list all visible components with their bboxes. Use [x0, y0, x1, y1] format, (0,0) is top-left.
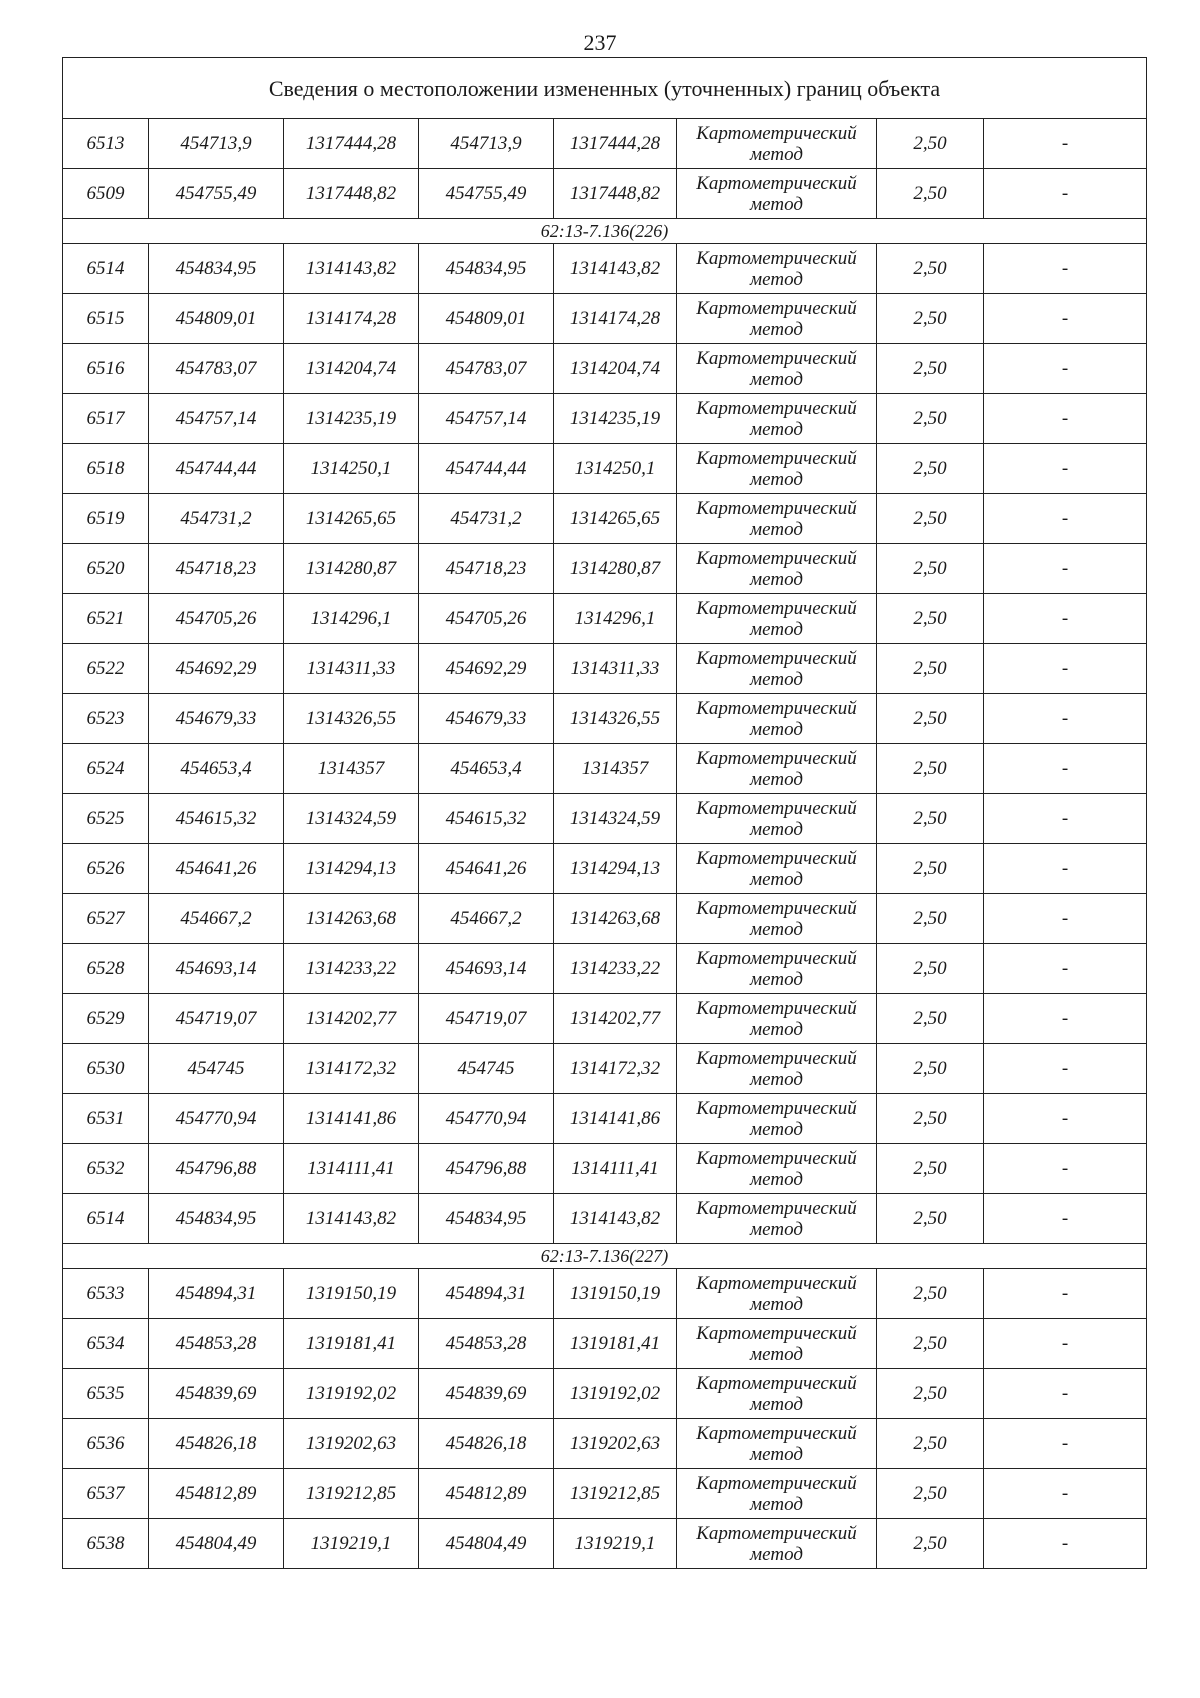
- table-row: [63, 1094, 1147, 1144]
- y-refined-cell: 1314202,77: [554, 994, 677, 1044]
- y-existing-cell: 1317444,28: [284, 119, 419, 169]
- point-number-cell: 6537: [63, 1469, 149, 1519]
- method-cell: Картометрический метод: [677, 1194, 877, 1244]
- accuracy-cell: 2,50: [877, 794, 984, 844]
- x-refined-cell: 454834,95: [419, 244, 554, 294]
- point-number-cell: 6525: [63, 794, 149, 844]
- description-cell: -: [984, 994, 1147, 1044]
- description-cell: -: [984, 294, 1147, 344]
- description-cell: -: [984, 944, 1147, 994]
- accuracy-cell: 2,50: [877, 1144, 984, 1194]
- point-number-cell: 6524: [63, 744, 149, 794]
- point-number-cell: 6523: [63, 694, 149, 744]
- description-cell: -: [984, 1419, 1147, 1469]
- accuracy-cell: 2,50: [877, 844, 984, 894]
- description-cell: -: [984, 394, 1147, 444]
- x-existing-cell: 454757,14: [149, 394, 284, 444]
- table-row: [63, 694, 1147, 744]
- x-existing-cell: 454667,2: [149, 894, 284, 944]
- method-cell: Картометрический метод: [677, 169, 877, 219]
- accuracy-cell: 2,50: [877, 494, 984, 544]
- method-cell: Картометрический метод: [677, 444, 877, 494]
- x-refined-cell: 454812,89: [419, 1469, 554, 1519]
- x-refined-cell: 454770,94: [419, 1094, 554, 1144]
- description-cell: -: [984, 744, 1147, 794]
- y-existing-cell: 1314174,28: [284, 294, 419, 344]
- y-existing-cell: 1314172,32: [284, 1044, 419, 1094]
- method-cell: Картометрический метод: [677, 1144, 877, 1194]
- method-cell: Картометрический метод: [677, 494, 877, 544]
- y-existing-cell: 1314357: [284, 744, 419, 794]
- point-number-cell: 6521: [63, 594, 149, 644]
- method-cell: Картометрический метод: [677, 794, 877, 844]
- table-row: [63, 1044, 1147, 1094]
- y-refined-cell: 1314357: [554, 744, 677, 794]
- x-existing-cell: 454826,18: [149, 1419, 284, 1469]
- point-number-cell: 6518: [63, 444, 149, 494]
- y-refined-cell: 1314111,41: [554, 1144, 677, 1194]
- description-cell: -: [984, 594, 1147, 644]
- x-existing-cell: 454770,94: [149, 1094, 284, 1144]
- table-row: [63, 1269, 1147, 1319]
- x-refined-cell: 454755,49: [419, 169, 554, 219]
- y-refined-cell: 1314204,74: [554, 344, 677, 394]
- method-cell: Картометрический метод: [677, 1044, 877, 1094]
- accuracy-cell: 2,50: [877, 1269, 984, 1319]
- table-row: [63, 394, 1147, 444]
- x-existing-cell: 454731,2: [149, 494, 284, 544]
- y-existing-cell: 1314296,1: [284, 594, 419, 644]
- y-refined-cell: 1317448,82: [554, 169, 677, 219]
- description-cell: -: [984, 1269, 1147, 1319]
- y-existing-cell: 1314311,33: [284, 644, 419, 694]
- x-existing-cell: 454653,4: [149, 744, 284, 794]
- point-number-cell: 6519: [63, 494, 149, 544]
- section-row: [63, 219, 1147, 244]
- y-existing-cell: 1314235,19: [284, 394, 419, 444]
- accuracy-cell: 2,50: [877, 244, 984, 294]
- accuracy-cell: 2,50: [877, 1519, 984, 1569]
- method-cell: Картометрический метод: [677, 394, 877, 444]
- y-refined-cell: 1319181,41: [554, 1319, 677, 1369]
- description-cell: -: [984, 894, 1147, 944]
- x-existing-cell: 454809,01: [149, 294, 284, 344]
- y-existing-cell: 1319212,85: [284, 1469, 419, 1519]
- method-cell: Картометрический метод: [677, 1269, 877, 1319]
- method-cell: Картометрический метод: [677, 1419, 877, 1469]
- point-number-cell: 6531: [63, 1094, 149, 1144]
- x-refined-cell: 454731,2: [419, 494, 554, 544]
- point-number-cell: 6516: [63, 344, 149, 394]
- section-label: 62:13-7.136(226): [63, 219, 1147, 244]
- x-existing-cell: 454839,69: [149, 1369, 284, 1419]
- y-existing-cell: 1319181,41: [284, 1319, 419, 1369]
- accuracy-cell: 2,50: [877, 1194, 984, 1244]
- y-existing-cell: 1314263,68: [284, 894, 419, 944]
- point-number-cell: 6515: [63, 294, 149, 344]
- description-cell: -: [984, 1519, 1147, 1569]
- method-cell: Картометрический метод: [677, 344, 877, 394]
- description-cell: -: [984, 1044, 1147, 1094]
- y-refined-cell: 1319150,19: [554, 1269, 677, 1319]
- x-existing-cell: 454783,07: [149, 344, 284, 394]
- method-cell: Картометрический метод: [677, 894, 877, 944]
- point-number-cell: 6522: [63, 644, 149, 694]
- method-cell: Картометрический метод: [677, 1319, 877, 1369]
- description-cell: -: [984, 794, 1147, 844]
- method-cell: Картометрический метод: [677, 244, 877, 294]
- y-existing-cell: 1314143,82: [284, 244, 419, 294]
- accuracy-cell: 2,50: [877, 444, 984, 494]
- method-cell: Картометрический метод: [677, 294, 877, 344]
- table-row: [63, 544, 1147, 594]
- accuracy-cell: 2,50: [877, 594, 984, 644]
- description-cell: -: [984, 1144, 1147, 1194]
- accuracy-cell: 2,50: [877, 694, 984, 744]
- y-existing-cell: 1314250,1: [284, 444, 419, 494]
- accuracy-cell: 2,50: [877, 1319, 984, 1369]
- x-refined-cell: 454719,07: [419, 994, 554, 1044]
- table-row: [63, 794, 1147, 844]
- method-cell: Картометрический метод: [677, 119, 877, 169]
- y-refined-cell: 1319192,02: [554, 1369, 677, 1419]
- table-row: [63, 1519, 1147, 1569]
- table-row: [63, 844, 1147, 894]
- description-cell: -: [984, 1094, 1147, 1144]
- table-row: [63, 744, 1147, 794]
- y-refined-cell: 1314250,1: [554, 444, 677, 494]
- point-number-cell: 6520: [63, 544, 149, 594]
- x-refined-cell: 454826,18: [419, 1419, 554, 1469]
- x-refined-cell: 454679,33: [419, 694, 554, 744]
- x-refined-cell: 454615,32: [419, 794, 554, 844]
- description-cell: -: [984, 119, 1147, 169]
- y-existing-cell: 1319150,19: [284, 1269, 419, 1319]
- y-refined-cell: 1319219,1: [554, 1519, 677, 1569]
- accuracy-cell: 2,50: [877, 1419, 984, 1469]
- description-cell: -: [984, 494, 1147, 544]
- description-cell: -: [984, 1469, 1147, 1519]
- table-row: [63, 444, 1147, 494]
- x-existing-cell: 454834,95: [149, 1194, 284, 1244]
- y-refined-cell: 1314294,13: [554, 844, 677, 894]
- method-cell: Картометрический метод: [677, 644, 877, 694]
- x-refined-cell: 454796,88: [419, 1144, 554, 1194]
- description-cell: -: [984, 1194, 1147, 1244]
- point-number-cell: 6526: [63, 844, 149, 894]
- x-refined-cell: 454693,14: [419, 944, 554, 994]
- x-refined-cell: 454745: [419, 1044, 554, 1094]
- x-existing-cell: 454744,44: [149, 444, 284, 494]
- table-row: [63, 1194, 1147, 1244]
- page-number: 237: [583, 30, 617, 55]
- y-refined-cell: 1314233,22: [554, 944, 677, 994]
- table-row: [63, 644, 1147, 694]
- table-row: [63, 494, 1147, 544]
- table-row: [63, 1319, 1147, 1369]
- accuracy-cell: 2,50: [877, 894, 984, 944]
- table-row: [63, 1419, 1147, 1469]
- method-cell: Картометрический метод: [677, 1369, 877, 1419]
- table-row: [63, 1144, 1147, 1194]
- y-refined-cell: 1314143,82: [554, 1194, 677, 1244]
- point-number-cell: 6530: [63, 1044, 149, 1094]
- y-refined-cell: 1314141,86: [554, 1094, 677, 1144]
- point-number-cell: 6529: [63, 994, 149, 1044]
- x-existing-cell: 454713,9: [149, 119, 284, 169]
- y-refined-cell: 1317444,28: [554, 119, 677, 169]
- y-refined-cell: 1314296,1: [554, 594, 677, 644]
- table-row: [63, 344, 1147, 394]
- point-number-cell: 6527: [63, 894, 149, 944]
- table-title: Сведения о местоположении измененных (уточненных) границ объекта: [63, 58, 1147, 119]
- x-existing-cell: 454804,49: [149, 1519, 284, 1569]
- x-refined-cell: 454804,49: [419, 1519, 554, 1569]
- x-existing-cell: 454693,14: [149, 944, 284, 994]
- table-row: [63, 244, 1147, 294]
- y-refined-cell: 1314311,33: [554, 644, 677, 694]
- method-cell: Картометрический метод: [677, 1519, 877, 1569]
- y-existing-cell: 1314294,13: [284, 844, 419, 894]
- point-number-cell: 6513: [63, 119, 149, 169]
- x-existing-cell: 454853,28: [149, 1319, 284, 1369]
- y-refined-cell: 1314324,59: [554, 794, 677, 844]
- section-label: 62:13-7.136(227): [63, 1244, 1147, 1269]
- x-existing-cell: 454812,89: [149, 1469, 284, 1519]
- x-existing-cell: 454719,07: [149, 994, 284, 1044]
- accuracy-cell: 2,50: [877, 644, 984, 694]
- table-row: [63, 169, 1147, 219]
- x-existing-cell: 454692,29: [149, 644, 284, 694]
- y-existing-cell: 1314141,86: [284, 1094, 419, 1144]
- table-body: [63, 58, 1147, 1569]
- point-number-cell: 6535: [63, 1369, 149, 1419]
- accuracy-cell: 2,50: [877, 1044, 984, 1094]
- x-existing-cell: 454641,26: [149, 844, 284, 894]
- y-refined-cell: 1314143,82: [554, 244, 677, 294]
- table-title-row: [63, 58, 1147, 119]
- coordinates-table: [62, 57, 1147, 1569]
- point-number-cell: 6536: [63, 1419, 149, 1469]
- point-number-cell: 6532: [63, 1144, 149, 1194]
- x-existing-cell: 454745: [149, 1044, 284, 1094]
- point-number-cell: 6514: [63, 1194, 149, 1244]
- y-refined-cell: 1314326,55: [554, 694, 677, 744]
- y-existing-cell: 1314111,41: [284, 1144, 419, 1194]
- description-cell: -: [984, 444, 1147, 494]
- x-refined-cell: 454853,28: [419, 1319, 554, 1369]
- point-number-cell: 6538: [63, 1519, 149, 1569]
- description-cell: -: [984, 544, 1147, 594]
- table-row: [63, 594, 1147, 644]
- x-refined-cell: 454667,2: [419, 894, 554, 944]
- y-refined-cell: 1314263,68: [554, 894, 677, 944]
- point-number-cell: 6528: [63, 944, 149, 994]
- x-refined-cell: 454809,01: [419, 294, 554, 344]
- table-row: [63, 944, 1147, 994]
- table-row: [63, 994, 1147, 1044]
- method-cell: Картометрический метод: [677, 744, 877, 794]
- y-existing-cell: 1319192,02: [284, 1369, 419, 1419]
- description-cell: -: [984, 1319, 1147, 1369]
- method-cell: Картометрический метод: [677, 694, 877, 744]
- point-number-cell: 6509: [63, 169, 149, 219]
- x-existing-cell: 454615,32: [149, 794, 284, 844]
- accuracy-cell: 2,50: [877, 1369, 984, 1419]
- table-row: [63, 294, 1147, 344]
- y-refined-cell: 1314265,65: [554, 494, 677, 544]
- x-refined-cell: 454744,44: [419, 444, 554, 494]
- method-cell: Картометрический метод: [677, 1094, 877, 1144]
- y-existing-cell: 1314265,65: [284, 494, 419, 544]
- x-refined-cell: 454641,26: [419, 844, 554, 894]
- accuracy-cell: 2,50: [877, 1094, 984, 1144]
- x-refined-cell: 454718,23: [419, 544, 554, 594]
- x-refined-cell: 454783,07: [419, 344, 554, 394]
- description-cell: -: [984, 1369, 1147, 1419]
- accuracy-cell: 2,50: [877, 294, 984, 344]
- description-cell: -: [984, 344, 1147, 394]
- accuracy-cell: 2,50: [877, 169, 984, 219]
- y-refined-cell: 1314235,19: [554, 394, 677, 444]
- y-refined-cell: 1319212,85: [554, 1469, 677, 1519]
- point-number-cell: 6533: [63, 1269, 149, 1319]
- x-existing-cell: 454796,88: [149, 1144, 284, 1194]
- method-cell: Картометрический метод: [677, 844, 877, 894]
- y-refined-cell: 1314280,87: [554, 544, 677, 594]
- y-existing-cell: 1319219,1: [284, 1519, 419, 1569]
- section-row: [63, 1244, 1147, 1269]
- table-row: [63, 119, 1147, 169]
- description-cell: -: [984, 644, 1147, 694]
- method-cell: Картометрический метод: [677, 1469, 877, 1519]
- x-refined-cell: 454692,29: [419, 644, 554, 694]
- description-cell: -: [984, 694, 1147, 744]
- x-existing-cell: 454705,26: [149, 594, 284, 644]
- method-cell: Картометрический метод: [677, 944, 877, 994]
- description-cell: -: [984, 844, 1147, 894]
- table-row: [63, 1469, 1147, 1519]
- accuracy-cell: 2,50: [877, 744, 984, 794]
- x-refined-cell: 454839,69: [419, 1369, 554, 1419]
- y-existing-cell: 1314324,59: [284, 794, 419, 844]
- x-refined-cell: 454834,95: [419, 1194, 554, 1244]
- method-cell: Картометрический метод: [677, 594, 877, 644]
- method-cell: Картометрический метод: [677, 544, 877, 594]
- x-refined-cell: 454757,14: [419, 394, 554, 444]
- y-refined-cell: 1314174,28: [554, 294, 677, 344]
- accuracy-cell: 2,50: [877, 944, 984, 994]
- accuracy-cell: 2,50: [877, 544, 984, 594]
- y-refined-cell: 1314172,32: [554, 1044, 677, 1094]
- accuracy-cell: 2,50: [877, 394, 984, 444]
- x-refined-cell: 454894,31: [419, 1269, 554, 1319]
- x-refined-cell: 454705,26: [419, 594, 554, 644]
- y-existing-cell: 1314326,55: [284, 694, 419, 744]
- accuracy-cell: 2,50: [877, 994, 984, 1044]
- point-number-cell: 6517: [63, 394, 149, 444]
- table-row: [63, 894, 1147, 944]
- y-existing-cell: 1319202,63: [284, 1419, 419, 1469]
- description-cell: -: [984, 169, 1147, 219]
- accuracy-cell: 2,50: [877, 344, 984, 394]
- point-number-cell: 6514: [63, 244, 149, 294]
- x-existing-cell: 454755,49: [149, 169, 284, 219]
- y-existing-cell: 1314204,74: [284, 344, 419, 394]
- accuracy-cell: 2,50: [877, 1469, 984, 1519]
- x-existing-cell: 454679,33: [149, 694, 284, 744]
- method-cell: Картометрический метод: [677, 994, 877, 1044]
- x-existing-cell: 454894,31: [149, 1269, 284, 1319]
- point-number-cell: 6534: [63, 1319, 149, 1369]
- x-refined-cell: 454713,9: [419, 119, 554, 169]
- x-refined-cell: 454653,4: [419, 744, 554, 794]
- x-existing-cell: 454834,95: [149, 244, 284, 294]
- y-existing-cell: 1314202,77: [284, 994, 419, 1044]
- y-refined-cell: 1319202,63: [554, 1419, 677, 1469]
- x-existing-cell: 454718,23: [149, 544, 284, 594]
- accuracy-cell: 2,50: [877, 119, 984, 169]
- y-existing-cell: 1314233,22: [284, 944, 419, 994]
- table-row: [63, 1369, 1147, 1419]
- y-existing-cell: 1314143,82: [284, 1194, 419, 1244]
- description-cell: -: [984, 244, 1147, 294]
- y-existing-cell: 1314280,87: [284, 544, 419, 594]
- y-existing-cell: 1317448,82: [284, 169, 419, 219]
